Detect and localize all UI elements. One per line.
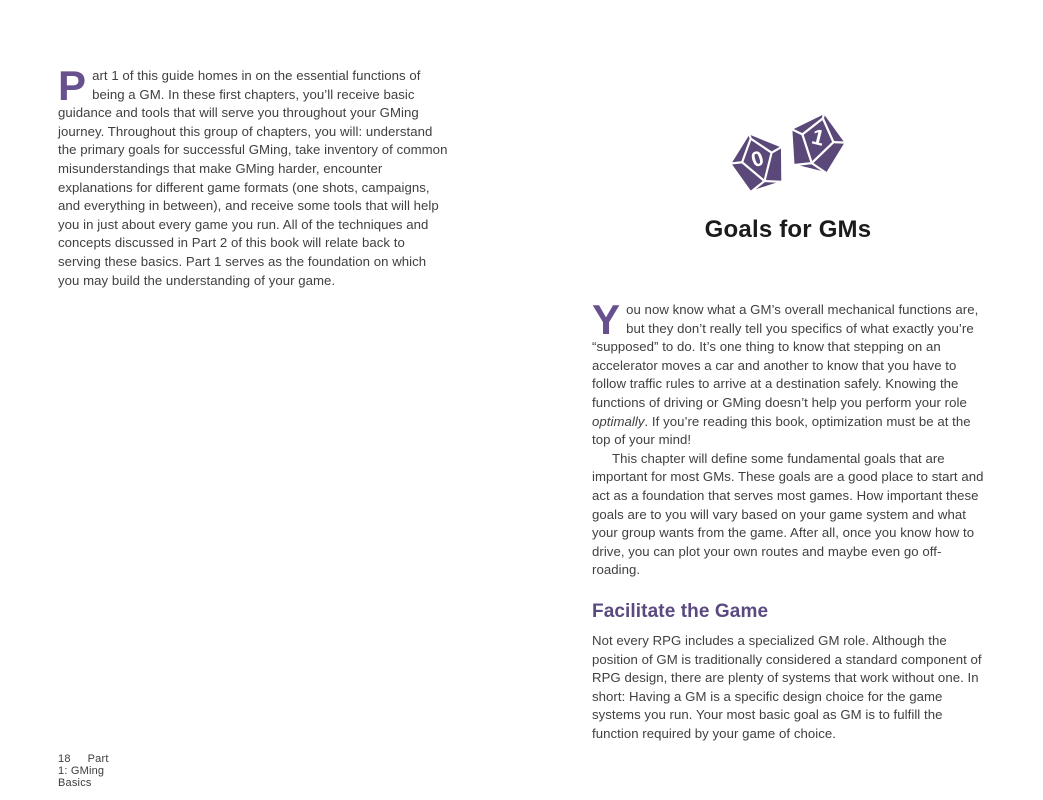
chapter-second-paragraph: This chapter will define some fundamental goals that are important for most GMs. These goals are a good place to start and act as a foundation that serves most games. How important these goals are to you will vary based on your game system and what your group wants from the game. After all, once you know how to drive, you can plot your own routes and maybe even go off-roading. xyxy=(592,450,984,578)
italic-word: optimally xyxy=(592,413,645,429)
chapter-dice-ornament xyxy=(592,110,984,206)
chapter-intro-text-end: . If you’re reading this book, optimization must be at the top of your mind! xyxy=(592,413,971,448)
chapter-intro-text: ou now know what a GM’s overall mechanical functions are, but they don’t really tell you specifics of what exactly you’re “supposed” to do. It’s one thing to know that stepping on an accelerator moves a car and another to know that you have to follow traffic rules to arrive at a destination safely. Knowing the functions of driving or GMing doesn’t help you perform your role xyxy=(592,302,979,410)
dropcap-letter-y: Y xyxy=(592,296,621,343)
chapter-intro-paragraph xyxy=(592,296,984,450)
die-face-value-one: 1 xyxy=(809,123,828,151)
chapter-title: Goals for GMs xyxy=(704,216,872,243)
section-heading-facilitate: Facilitate the Game xyxy=(592,600,769,622)
page-number-left: 18 xyxy=(58,753,71,765)
left-text-column xyxy=(58,62,450,290)
right-text-column xyxy=(592,110,984,743)
dropcap-letter-p: P xyxy=(58,62,87,109)
left-running-footer xyxy=(58,753,109,789)
die-face-value-zero: 0 xyxy=(748,146,767,173)
running-footer-section: Part 1: GMing Basics xyxy=(58,753,109,789)
part-intro-text: art 1 of this guide homes in on the essential functions of being a GM. In these first chapters, you’ll receive basic guidance and tools that will serve you throughout your GMing journey. Throughout this group of chapters, you will: understand the primary goals for successful GMing, take inventory of common misunderstandings that make GMing harder, encounter explanations for different game formats (one shots, campaigns, and everything in between), and receive some tools that will help you in just about every game you run. All of the techniques and concepts discussed in Part 2 of this book will relate back to serving these basics. Part 1 serves as the foundation on which you may build the understanding of your game. xyxy=(58,68,448,288)
section-paragraph: Not every RPG includes a specialized GM role. Although the position of GM is traditionally considered a standard component of RPG design, there are plenty of systems that work without one. In short: Having a GM is a specific design choice for the game systems you run. Your most basic goal as GM is to fulfill the function required by your game of choice. xyxy=(592,632,982,741)
part-intro-paragraph xyxy=(58,62,450,290)
